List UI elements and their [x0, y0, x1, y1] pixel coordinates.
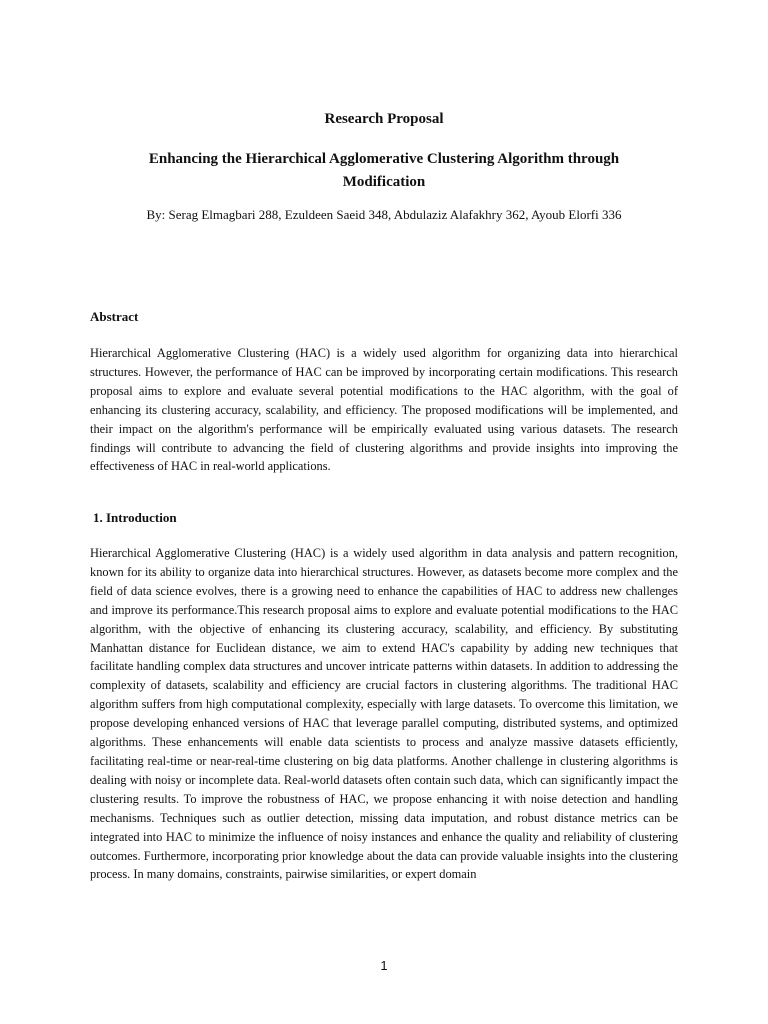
introduction-paragraph: Hierarchical Agglomerative Clustering (HAC) is a widely used algorithm in data analysis and pattern recognition, known for its ability to organize data into hierarchical structures. However, as datasets become more complex and the field of data science evolves, there is a growing need to enhance the capabilities of HAC to address new challenges and improve its performance.This research proposal aims to explore and evaluate potential modifications to the HAC algorithm, with the objective of enhancing its clustering accuracy, scalability, and efficiency. By substituting Manhattan distance for Euclidean distance, we aim to extend HAC's capability by adding new techniques that facilitate handling complex data structures and uncover intricate patterns within datasets. In addition to addressing the complexity of datasets, scalability and efficiency are crucial factors in clustering algorithms. The traditional HAC algorithm suffers from high computational complexity, especially with large datasets. To overcome this limitation, we propose developing enhanced versions of HAC that leverage parallel computing, distributed systems, and optimized algorithms. These enhancements will enable data scientists to process and analyze massive datasets efficiently, facilitating real-time or near-real-time clustering on big data platforms. Another challenge in clustering algorithms is dealing with noisy or incomplete data. Real-world datasets often contain such data, which can significantly impact the clustering results. To improve the robustness of HAC, we propose enhancing it with noise detection and handling mechanisms. Techniques such as outlier detection, missing data imputation, and robust distance metrics can be integrated into HAC to minimize the influence of noisy instances and enhance the quality and reliability of clustering outcomes. Furthermore, incorporating prior knowledge about the data can provide valuable insights into the clustering process. In many domains, constraints, pairwise similarities, or expert domain [90, 546, 678, 882]
abstract-heading: Abstract [90, 309, 139, 324]
abstract-paragraph: Hierarchical Agglomerative Clustering (HAC) is a widely used algorithm for organizing data into hierarchical structures. However, the performance of HAC can be improved by incorporating certain modifications. This research proposal aims to explore and evaluate several potential modifications to the HAC algorithm, with the goal of enhancing its clustering accuracy, scalability, and efficiency. The proposed modifications will be implemented, and their impact on the algorithm's performance will be empirically evaluated using various datasets. The research findings will contribute to advancing the field of clustering algorithms and provide insights into improving the effectiveness of HAC in real-world applications. [90, 346, 678, 474]
document-subtitle: Enhancing the Hierarchical Agglomerative Clustering Algorithm through Modification [148, 151, 620, 190]
page-number: 1 [380, 958, 388, 973]
document-title: Research Proposal [324, 111, 444, 127]
introduction-heading: 1. Introduction [93, 510, 177, 525]
author-line: By: Serag Elmagbari 288, Ezuldeen Saeid 348, Abdulaziz Alafakhry 362, Ayoub Elorfi 336 [146, 207, 622, 222]
